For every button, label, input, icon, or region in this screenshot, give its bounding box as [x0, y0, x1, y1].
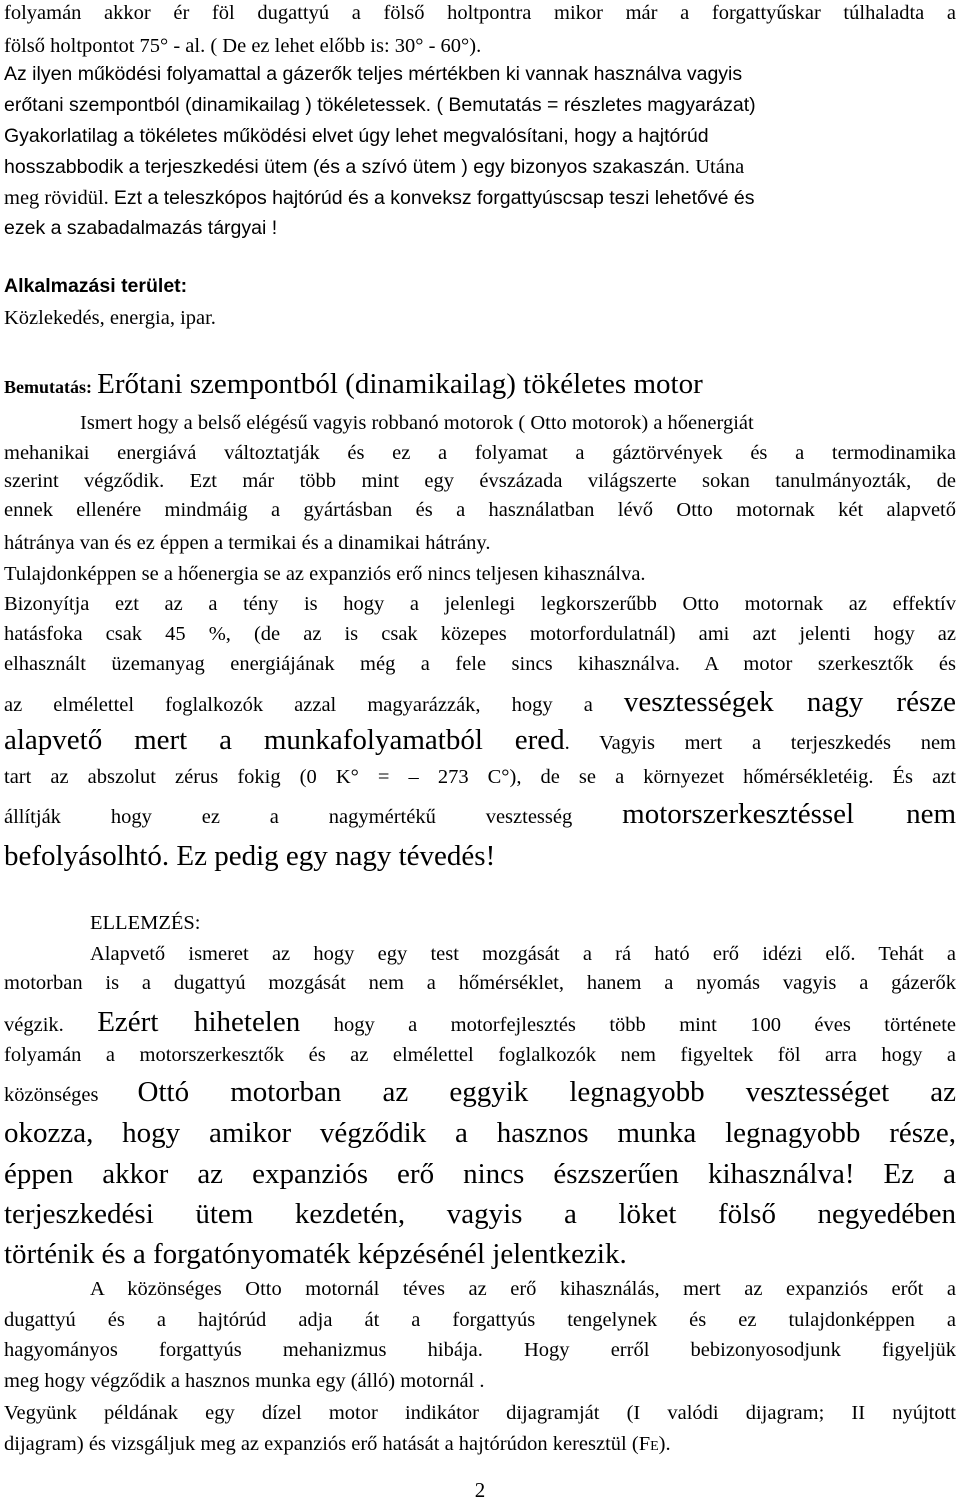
demo-line-7: Bizonyítja ezt az a tény is hogy a jelenlegi legkorszerűbb Otto motornak az effektív — [4, 593, 956, 615]
intro-line-6-a: hosszabbodik a terjeszkedési ütem (és a szívó ütem ) egy bizonyos szakaszán. — [4, 156, 691, 178]
demo-line-11-b: . Vagyis mert a terjeszkedés nem — [564, 732, 956, 754]
analysis-line-9: történik és a forgatónyomaték képzésénél jelentkezik. — [4, 1238, 627, 1270]
demo-line-11 — [4, 722, 956, 761]
demo-line-13 — [4, 796, 956, 835]
intro-line-7-b: Ezt a teleszkópos hajtórúd és a konveksz forgattyúscsap teszi lehetővé és — [113, 187, 755, 209]
demo-line-14: befolyásolhtó. Ez pedig egy nagy tévedés! — [4, 840, 496, 872]
analysis-line-11: dugattyú és a hajtórúd adja át a forgattyús tengelynek és ez tulajdonképpen a — [4, 1309, 956, 1331]
demo-line-9: elhasznált üzemanyag energiájának még a fele sincs kihasználva. A motor szerkesztők és — [4, 653, 956, 675]
intro-line-5: Gyakorlatilag a tökéletes működési elvet úgy lehet megvalósítani, hogy a hajtórúd — [4, 125, 709, 147]
demo-line-13-b: motorszerkesztéssel nem — [622, 798, 957, 830]
demo-line-12: tart az abszolut zérus fokig (0 K° = – 273 C°), de se a környezet hőmérsékletéig. És azt — [4, 766, 956, 788]
analysis-line-3-a: végzik. — [4, 1014, 64, 1036]
analysis-line-2: motorban is a dugattyú mozgását nem a hőmérséklet, hanem a nyomás vagyis a gázerők — [4, 972, 956, 994]
analysis-line-15-end: ). — [658, 1433, 671, 1455]
demo-line-10-a: az elmélettel foglalkozók azzal magyarázzák, hogy a — [4, 694, 593, 716]
intro-line-7-a: meg rövidül. — [4, 187, 109, 209]
analysis-line-7: éppen akkor az expanziós erő nincs észszerűen kihasználva! Ez a — [4, 1158, 956, 1190]
analysis-line-3-b: Ezért hihetelen — [97, 1006, 301, 1038]
demo-heading — [4, 364, 956, 407]
demo-line-4: ennek ellenére mindmáig a gyártásban és a használatban lévő Otto motornak két alapvető — [4, 499, 956, 521]
analysis-line-14: Vegyünk példának egy dízel motor indikátor dijagramját (I valódi dijagram; II nyújtott — [4, 1402, 956, 1424]
intro-line-4: erőtani szempontból (dinamikailag ) tökéletessek. ( Bemutatás = részletes magyarázat) — [4, 94, 756, 116]
analysis-line-8: terjeszkedési ütem kezdetén, vagyis a löket fölső negyedében — [4, 1198, 956, 1230]
demo-line-5: hátránya van és ez éppen a termikai és a dinamikai hátrány. — [4, 532, 491, 554]
demo-line-13-a: állítják hogy ez a nagymértékű vesztesség — [4, 806, 573, 828]
demo-title: Erőtani szempontból (dinamikailag) tökéletes motor — [97, 368, 703, 400]
demo-line-6: Tulajdonképpen se a hőenergia se az expanziós erő nincs teljesen kihasználva. — [4, 563, 646, 585]
demo-line-3: szerint végződik. Ezt már több mint egy évszázada világszerte sokan tanulmányozták, de — [4, 470, 956, 492]
intro-line-8: ezek a szabadalmazás tárgyai ! — [4, 217, 278, 239]
analysis-line-1: Alapvető ismeret az hogy egy test mozgását a rá ható erő idézi elő. Tehát a — [90, 943, 956, 965]
analysis-line-5-a: közönséges — [4, 1084, 99, 1106]
intro-line-6-b: Utána — [695, 156, 745, 178]
intro-line-3: Az ilyen működési folyamattal a gázerők teljes mértékben ki vannak használva vagyis — [4, 63, 743, 85]
page-number: 2 — [474, 1478, 486, 1502]
application-heading: Alkalmazási terület: — [4, 275, 188, 297]
intro-line-2: fölső holtpontot 75° - al. ( De ez lehet előbb is: 30° - 60°). — [4, 35, 482, 57]
demo-line-11-a: alapvető mert a munkafolyamatból ered — [4, 724, 565, 756]
analysis-line-4: folyamán a motorszerkesztők és az elmélettel foglalkozók nem figyeltek föl arra hogy a — [4, 1044, 956, 1066]
demo-label: Bemutatás: — [4, 377, 92, 397]
analysis-heading: ELLEMZÉS: — [90, 912, 201, 934]
analysis-line-15 — [4, 1431, 956, 1460]
intro-line-6 — [4, 154, 956, 180]
intro-line-1: folyamán akkor ér föl dugattyú a fölső holtpontra mikor már a forgattyűskar túlhaladta a — [4, 2, 956, 24]
analysis-line-15-a: dijagram) és vizsgáljuk meg az expanziós erő hatását a hajtórúdon keresztül (F — [4, 1433, 651, 1455]
analysis-line-13: meg hogy végződik a hasznos munka egy (álló) motornál . — [4, 1370, 485, 1392]
analysis-line-10: A közönséges Otto motornál téves az erő kihasználás, mert az expanziós erőt a — [90, 1278, 956, 1300]
intro-line-7 — [4, 185, 956, 211]
analysis-line-6: okozza, hogy amikor végződik a hasznos munka legnagyobb része, — [4, 1117, 956, 1149]
analysis-line-5-b: Ottó motorban az eggyik legnagyobb vesztességet az — [137, 1076, 956, 1108]
analysis-line-3 — [4, 1004, 956, 1042]
application-text: Közlekedés, energia, ipar. — [4, 307, 216, 329]
analysis-line-15-sub: E — [650, 1439, 659, 1454]
analysis-line-12: hagyományos forgattyús mehanizmus hibája. Hogy erről bebizonyosodjunk figyeljük — [4, 1339, 956, 1361]
analysis-line-5 — [4, 1074, 956, 1113]
demo-line-2: mehanikai energiává változtatják és ez a folyamat a gáztörvények és a termodinamika — [4, 442, 956, 464]
analysis-line-3-c: hogy a motorfejlesztés több mint 100 éves története — [333, 1014, 956, 1036]
demo-line-10-b: vesztességek nagy része — [623, 686, 956, 718]
demo-line-10 — [4, 684, 956, 722]
demo-line-8: hatásfoka csak 45 %, (de az is csak közepes motorfordulatnál) ami azt jelenti hogy az — [4, 623, 956, 645]
demo-line-1: Ismert hogy a belső elégésű vagyis robbanó motorok ( Otto motorok) a hőenergiát — [80, 412, 754, 434]
